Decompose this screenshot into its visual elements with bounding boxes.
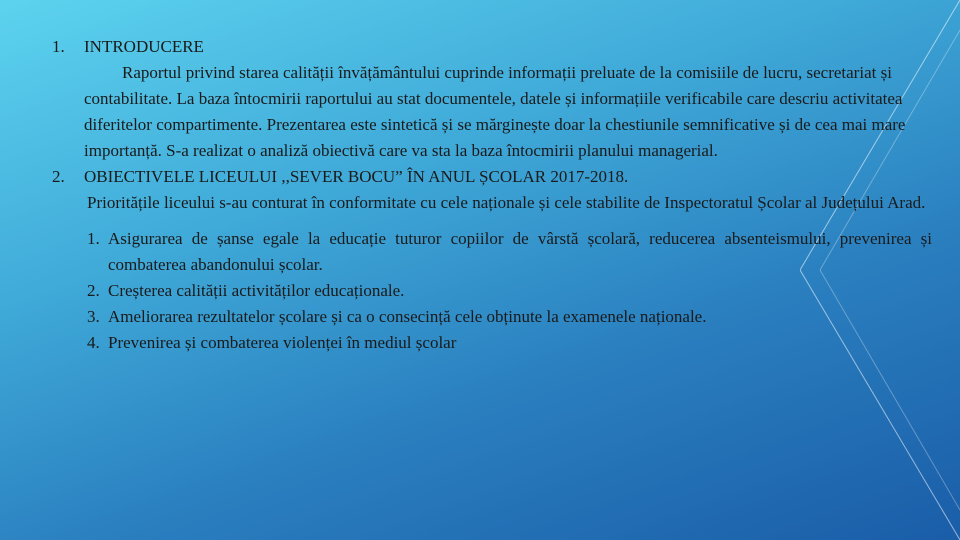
slide-content [52,34,932,356]
objectives-list [52,226,932,356]
section-number: 1. [52,37,65,56]
section-paragraph: Raportul privind starea calității învățământului cuprinde informații preluate de la comisiile de lucru, secretariat și contabilitate. La baza întocmirii raportului au stat documentele, datele și informațiile verificabile care descriu activitatea diferitelor compartimente. Prezentarea este sintetică și se mărginește doar la chestiunile semnificative și de cea mai mare importanță. S-a realizat o analiză obiectivă care va sta la baza întocmirii planului managerial. [84,63,906,160]
list-item-number: 2. [87,281,100,300]
list-item-number: 1. [87,229,100,248]
list-item [87,304,932,330]
list-item-text: Ameliorarea rezultatelor școlare și ca o consecință cele obținute la examenele naționale. [108,307,707,326]
list-item-text: Asigurarea de șanse egale la educație tuturor copiilor de vârstă școlară, reducerea absenteismului, prevenirea și combaterea abandonului școlar. [108,229,932,274]
section-heading: OBIECTIVELE LICEULUI ,,SEVER BOCU” ÎN ANUL ȘCOLAR 2017-2018. [84,167,629,186]
list-item [87,226,932,278]
list-item-number: 3. [87,307,100,326]
section-objectives [52,164,932,216]
section-heading: INTRODUCERE [84,37,204,56]
list-item [87,278,932,304]
section-number: 2. [52,167,65,186]
list-item [87,330,932,356]
list-item-text: Creșterea calității activităților educaționale. [108,281,405,300]
list-item-text: Prevenirea și combaterea violenței în mediul școlar [108,333,457,352]
section-paragraph: Prioritățile liceului s-au conturat în conformitate cu cele naționale și cele stabilite de Inspectoratul Școlar al Județului Arad. [87,193,926,212]
list-item-number: 4. [87,333,100,352]
section-introduction [52,34,932,164]
